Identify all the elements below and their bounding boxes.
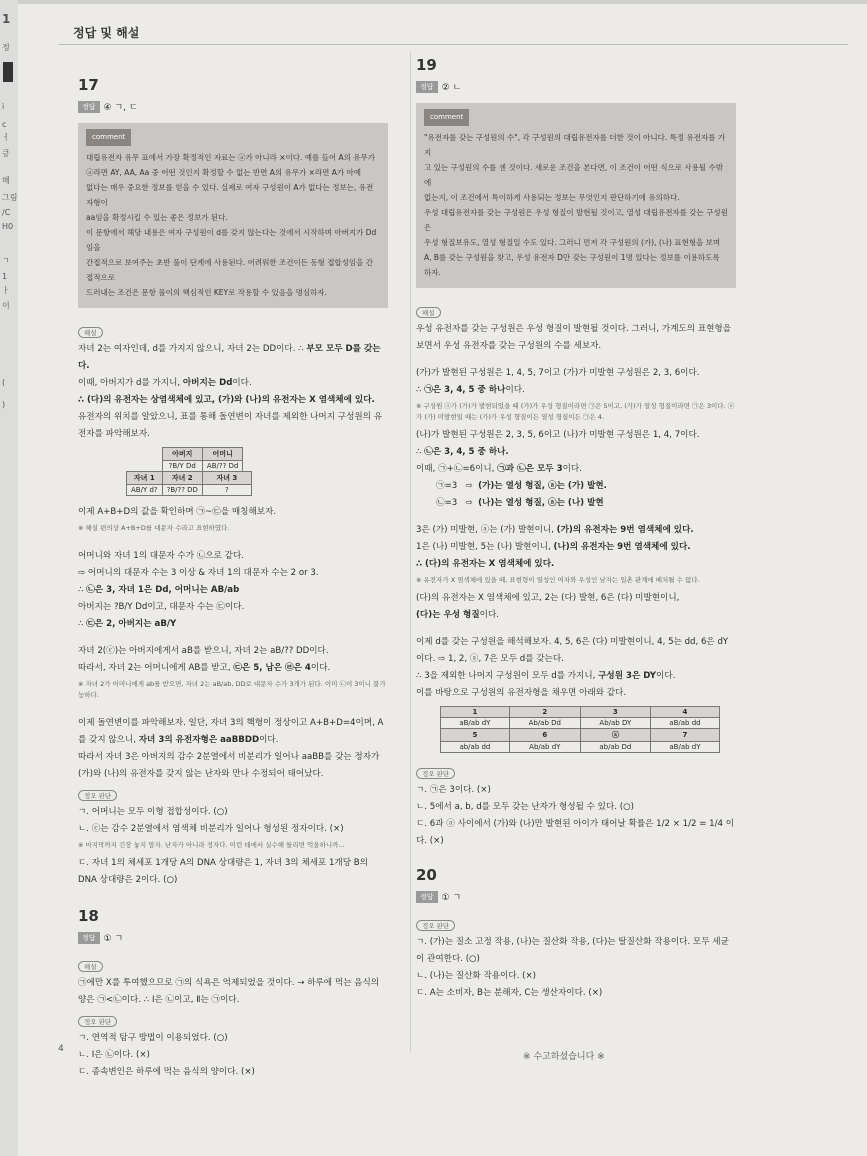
answer-row [416, 80, 736, 93]
answer-value: ② ㄴ [441, 83, 462, 93]
solution-text: ∴ (다)의 유전자는 상염색체에 있고, (가)와 (나)의 유전자는 X 염색체에 있다. [78, 395, 375, 405]
solution-text: ∴ ㉡은 3, 자녀 1은 Dd, 어머니는 AB/ab [78, 585, 240, 595]
solution-text: 이제 d를 갖는 구성원을 해석해보자. 4, 5, 6은 (다) 미발현이니, 4, 5는 dd, 6은 dY이다. ⇨ 1, 2, ⓐ, 7은 모두 d를 갖는다. [416, 637, 729, 664]
answer-tag: 정답 [78, 101, 100, 113]
solution-text: 따라서, 자녀 2는 어머니에게 AB를 받고, ㉢은 5, 남은 ㉣은 4이다. [78, 663, 331, 673]
comment-box [78, 123, 388, 308]
judge-tag: 정오 판단 [416, 920, 455, 931]
solution-text: (나)가 발현된 구성원은 2, 3, 5, 6이고 (나)가 미발현 구성원은 1, 4, 7이다. [416, 430, 700, 440]
genotype-table: 1 2 3 4 aB/ab dY Ab/ab Dd Ab/ab DY aB/ab dd 5 6 ⓐ 7 ab/ab dd Ab/ab dY ab/ab Dd aB/ab dY [440, 706, 720, 753]
left-page-strip [0, 0, 18, 1156]
comment-line: 없는지, 이 조건에서 특이하게 사용되는 정보는 무엇인지 판단하기에 유의하다. [424, 193, 680, 202]
comment-tag: comment [424, 109, 469, 126]
strip-char: ㄱ [2, 256, 10, 265]
solution-text: 우성 유전자를 갖는 구성원은 우성 형질이 발현될 것이다. 그러니, 가계도의 표현형을 보면서 우성 유전자를 갖는 구성원의 수를 세보자. [416, 324, 732, 351]
solution-text: 유전자의 위치를 알았으니, 표를 통해 돌연변이 자녀를 제외한 나머지 구성원의 유전자를 파악해보자. [78, 412, 383, 439]
note: ※ 유전자가 X 염색체에 있을 때, 표현형이 열성인 여자와 우성인 남자는 일촌 관계에 배치될 수 없다. [416, 576, 700, 584]
note: ※ 자녀 2가 어머니에게 ab를 받으면, 자녀 2는 aB/ab, DD로 대문자 수가 3개가 된다. 이미 ㉡이 3이니 불가능하다. [78, 680, 386, 699]
judge-item: ㄷ. 자녀 1의 체세포 1개당 A의 DNA 상대량은 1, 자녀 3의 체세포 1개당 B의 DNA 상대량은 2이다. (○) [78, 858, 368, 885]
comment-tag: comment [86, 129, 131, 146]
answer-row [78, 100, 388, 113]
answer-value: ① ㄱ [441, 893, 462, 903]
solution-text: ㉠에만 X를 투여했으므로 ㉠의 식욕은 억제되었을 것이다. → 하루에 먹는 음식의 양은 ㉠<㉡이다. ∴ Ⅰ은 ㉡이고, Ⅱ는 ㉠이다. [78, 978, 380, 1005]
solution-text: ∴ ㉠은 3, 4, 5 중 하나이다. [416, 385, 525, 395]
solution-text: ∴ 3을 제외한 나머지 구성원이 모두 d를 가지니, 구성원 3은 DY이다. [416, 671, 676, 681]
judge-item: ㄱ. (가)는 질소 고정 작용, (나)는 질산화 작용, (다)는 탈질산화 작용이다. 모두 세균이 관여한다. (○) [416, 937, 729, 964]
strip-char: /C [2, 208, 11, 217]
equation-line: ㉠=3 ⇨ (가)는 열성 형질, ⓐ는 (가) 발현. [436, 481, 607, 491]
solution-tag: 해설 [78, 327, 103, 338]
judge-item: ㄴ. ⓒ는 감수 2분열에서 염색체 비분리가 일어나 형성된 정자이다. (×) [78, 824, 344, 834]
question-19-number: 19 [416, 56, 437, 74]
column-divider [410, 52, 411, 1052]
solution-text: 이때, ㉠+㉡=6이니, ㉠과 ㉡은 모두 3이다. [416, 464, 582, 474]
judge-item: ㄴ. 5에서 a, b, d를 모두 갖는 난자가 형성될 수 있다. (○) [416, 802, 634, 812]
judge-item: ㄱ. 연역적 탐구 방법이 이용되었다. (○) [78, 1033, 228, 1043]
document-page [18, 4, 867, 1156]
comment-box [416, 103, 736, 288]
judge-item: ㄴ. (나)는 질산화 작용이다. (×) [416, 971, 537, 981]
strip-char: ( [2, 378, 6, 387]
answer-tag: 정답 [416, 891, 438, 903]
strip-char: 1 [2, 272, 8, 281]
note: ※ 해설 편의상 A+B+D를 대문자 수라고 표현하였다. [78, 524, 230, 532]
solution-text: 이때, 아버지가 d를 가지니, 아버지는 Dd이다. [78, 378, 252, 388]
solution-text: 이제 돌연변이를 파악해보자. 일단, 자녀 3의 핵형이 정상이고 A+B+D=4이며, A를 갖지 않으니, 자녀 3의 유전자형은 aaBBDD이다. [78, 718, 384, 745]
strip-char: 그림 [2, 193, 18, 202]
comment-line: aa임을 확정시킬 수 있는 좋은 정보가 된다. [86, 213, 228, 222]
question-20-number: 20 [416, 866, 437, 884]
answer-tag: 정답 [416, 81, 438, 93]
note: ※ 마지막까지 긴장 놓지 말자. 난자가 아니라 정자다. 이런 데에서 실수해 틀리면 억울하니까... [78, 841, 345, 849]
strip-char: 해 [2, 176, 10, 185]
comment-line: ⓐ라면 AY, AA, Aa 중 어떤 것인지 확정할 수 없는 반면 A의 유무가 ×라면 A가 아예 [86, 168, 362, 177]
strip-char: 1 [2, 12, 11, 26]
genotype-table: 아버지 어머니 ?B/Y Dd AB/?? Dd 자녀 1 자녀 2 자녀 3 AB/Y d? ?B/?? DD ? [126, 447, 252, 496]
judge-item: ㄱ. 어머니는 모두 이형 접합성이다. (○) [78, 807, 228, 817]
judge-item: ㄷ. 종속변인은 하루에 먹는 음식의 양이다. (×) [78, 1067, 255, 1077]
comment-line: 우성 형질보유도, 열성 형질일 수도 있다. 그러니 먼저 각 구성원의 (가), (나) 표현형을 보며 [424, 238, 721, 247]
solution-text: 이를 바탕으로 구성원의 유전자형을 채우면 아래와 같다. [416, 688, 627, 698]
judge-tag: 정오 판단 [78, 790, 117, 801]
comment-line: 대립유전자 유무 표에서 가장 확정적인 자료는 ⓐ가 아니라 ×이다. 예를 들어 A의 유무가 [86, 153, 375, 162]
strip-char: 정 [2, 43, 10, 52]
strip-char: c [2, 120, 7, 129]
comment-line: 고 있는 구성원의 수를 센 것이다. 새로운 조건을 본다면, 이 조건이 어떤 식으로 사용될 수밖에 [424, 163, 723, 187]
solution-text: ∴ (다)의 유전자는 X 염색체에 있다. [416, 559, 555, 569]
strip-char: ㅓ [2, 133, 10, 142]
solution-text: (가)가 발현된 구성원은 1, 4, 5, 7이고 (가)가 미발현 구성원은 2, 3, 6이다. [416, 368, 700, 378]
left-column [78, 76, 388, 1081]
page-number: 4 [58, 1044, 64, 1054]
judge-item: ㄴ. Ⅰ은 ㉡이다. (×) [78, 1050, 150, 1060]
solution-text: 자녀 2는 여자인데, d를 가지지 않으니, 자녀 2는 DD이다. ∴ 부모 모두 D를 갖는다. [78, 344, 381, 371]
note: ※ 구성원 ⓐ가 (가)가 발현되었을 때 (가)가 우성 형질이라면 ㉠은 5이고, (가)가 열성 형질이라면 ㉠은 3이다. ⓐ가 (가) 미발현일 때는 (가)가 우성 형질이든 열성 형질이든 ㉠은 4. [416, 402, 735, 421]
answer-tag: 정답 [78, 932, 100, 944]
question-17-number: 17 [78, 76, 99, 94]
answer-row [78, 931, 388, 944]
solution-text: 1은 (나) 미발현, 5는 (나) 발현이니, (나)의 유전자는 9번 염색체에 있다. [416, 542, 691, 552]
judge-tag: 정오 판단 [416, 768, 455, 779]
solution-text: 아버지는 ?B/Y Dd이고, 대문자 수는 ㉢이다. [78, 602, 245, 612]
footer-message: ※ 수고하셨습니다 ※ [523, 1052, 605, 1062]
solution-text: ∴ ㉢은 2, 아버지는 aB/Y [78, 619, 177, 629]
judge-item: ㄷ. A는 소비자, B는 분해자, C는 생산자이다. (×) [416, 988, 603, 998]
page-header-title: 정답 및 해설 [73, 26, 140, 40]
judge-tag: 정오 판단 [78, 1016, 117, 1027]
strip-char: H0 [2, 222, 14, 231]
solution-text: ∴ ㉡은 3, 4, 5 중 하나. [416, 447, 509, 457]
comment-line: 간접적으로 보여주는 초반 풀이 단계에 사용된다. 어려워한 조건이든 동형 접합성임을 간접적으로 [86, 258, 374, 282]
strip-char: i [2, 102, 5, 111]
right-column [416, 56, 736, 1002]
equation-line: ㉡=3 ⇨ (나)는 열성 형질, ⓐ는 (나) 발현 [436, 498, 604, 508]
solution-text: 어머니와 자녀 1의 대문자 수가 ㉡으로 같다. [78, 551, 245, 561]
answer-row [416, 890, 736, 903]
strip-black-mark [3, 62, 13, 82]
comment-line: 드러내는 조건은 문항 풀이의 핵심적인 KEY로 작용할 수 있음을 명심하자. [86, 288, 327, 297]
solution-text: ⇨ 어머니의 대문자 수는 3 이상 & 자녀 1의 대문자 수는 2 or 3. [78, 568, 319, 578]
answer-value: ① ㄱ [103, 934, 124, 944]
solution-text: (다)의 유전자는 X 염색체에 있고, 2는 (다) 발현, 6은 (다) 미발현이니, [416, 593, 680, 603]
solution-text: 자녀 2(ⓒ)는 아버지에게서 aB를 받으니, 자녀 2는 aB/?? DD이다. [78, 646, 329, 656]
solution-text: (다)는 우성 형질이다. [416, 610, 499, 620]
solution-text: 따라서 자녀 3은 아버지의 감수 2분열에서 비분리가 일어나 aaBB를 갖는 정자가 (가)와 (나)의 유전자를 갖지 않는 난자와 만나 수정되어 태어났다. [78, 752, 380, 779]
strip-char: 킁 [2, 149, 10, 158]
strip-char: ㅏ [2, 286, 10, 295]
strip-char: ) [2, 400, 6, 409]
comment-line: 우성 대립유전자를 갖는 구성원은 우성 형질이 발현될 것이고, 열성 대립유전자를 갖는 구성원은 [424, 208, 728, 232]
solution-text: 3은 (가) 미발현, ⓐ는 (가) 발현이니, (가)의 유전자는 9번 염색체에 있다. [416, 525, 694, 535]
solution-tag: 해설 [416, 307, 441, 318]
solution-tag: 해설 [78, 961, 103, 972]
question-18-number: 18 [78, 907, 99, 925]
answer-value: ④ ㄱ, ㄷ [103, 103, 138, 113]
judge-item: ㄱ. ㉠은 3이다. (×) [416, 785, 491, 795]
strip-char: 이 [2, 301, 10, 310]
comment-line: 이 문항에서 해당 내용은 여자 구성원이 d를 갖지 않는다는 것에서 시작하며 아버지가 Dd임을 [86, 228, 377, 252]
judge-item: ㄷ. 6과 ⓐ 사이에서 (가)와 (나)만 발현된 아이가 태어날 확률은 1/2 × 1/2 = 1/4 이다. (×) [416, 819, 735, 846]
comment-line: 없다는 매우 중요한 정보를 얻을 수 있다. 실제로 여자 구성원이 A가 없다는 정보는, 유전자형이 [86, 183, 374, 207]
comment-line: "유전자를 갖는 구성원의 수", 각 구성원의 대립유전자를 더한 것이 아니다. 특정 유전자를 가지 [424, 133, 726, 157]
solution-text: 이제 A+B+D의 값을 확인하며 ㉠~㉢을 매칭해보자. [78, 507, 277, 517]
comment-line: A, B를 갖는 구성원을 찾고, 우성 유전자 D만 갖는 구성원이 1명 있다는 정보를 이용하도록 하자. [424, 253, 720, 277]
header-rule [58, 44, 848, 45]
